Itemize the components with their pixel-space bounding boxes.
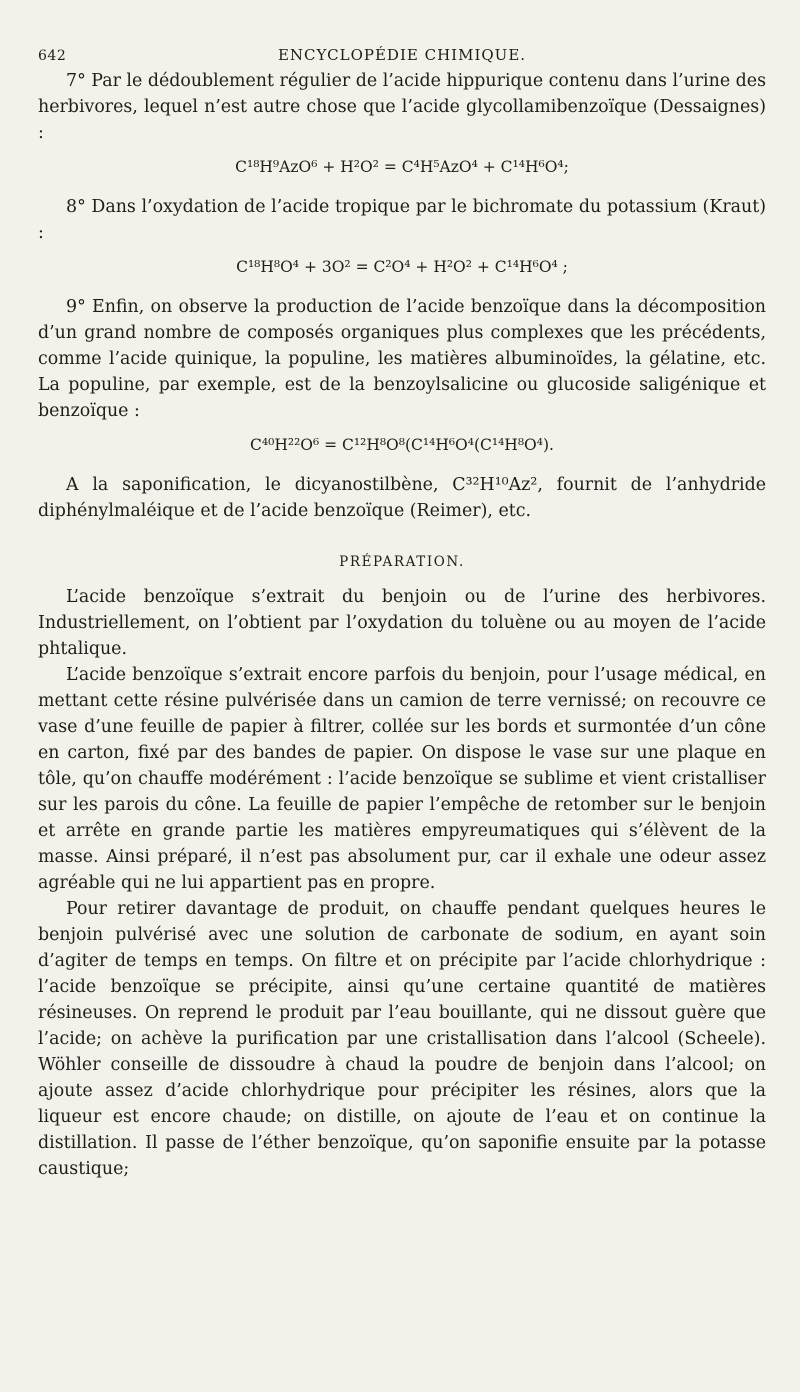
page-number: 642 xyxy=(38,48,67,64)
paragraph-saponification: A la saponification, le dicyanostilbène, C³²H¹⁰Az², fournit de l’anhydride diphénylmaléique et de l’acide benzoïque (Reimer), etc. xyxy=(38,475,766,521)
page-header xyxy=(38,38,766,68)
paragraph-7: 7° Par le dédoublement régulier de l’acide hippurique contenu dans l’urine des herbivores, lequel n’est autre chose que l’acide glycollamibenzoïque (Dessaignes) : xyxy=(38,71,766,143)
running-title: ENCYCLOPÉDIE CHIMIQUE. xyxy=(277,46,527,64)
formula-populine: C⁴⁰H²²O⁶ = C¹²H⁸O⁸(C¹⁴H⁶O⁴(C¹⁴H⁸O⁴). xyxy=(250,436,554,454)
preparation-paragraph-1: L’acide benzoïque s’extrait du benjoin ou de l’urine des herbivores. Industriellement, on l’obtient par l’oxydation du toluène ou au moyen de l’acide phtalique. xyxy=(38,587,766,659)
formula-tropic: C¹⁸H⁸O⁴ + 3O² = C²O⁴ + H²O² + C¹⁴H⁶O⁴ ; xyxy=(236,258,568,276)
paragraph-9: 9° Enfin, on observe la production de l’acide benzoïque dans la décomposition d’un grand nombre de composés organiques plus complexes que les précédents, comme l’acide quinique, la populine, les matières albuminoïdes, la gélatine, etc. La populine, par exemple, est de la benzoylsalicine ou glucoside saligénique et benzoïque : xyxy=(38,297,766,421)
preparation-paragraph-3: Pour retirer davantage de produit, on chauffe pendant quelques heures le benjoin pulvérisé avec une solution de carbonate de sodium, en ayant soin d’agiter de temps en temps. On filtre et on précipite par l’acide chlorhydrique : l’acide benzoïque se précipite, ainsi qu’une certaine quantité de matières résineuses. On reprend le produit par l’eau bouillante, qui ne dissout guère que l’acide; on achève la purification par une cristallisation dans l’alcool (Scheele). Wöhler conseille de dissoudre à chaud la poudre de benjoin dans l’alcool; on ajoute assez d’acide chlorhydrique pour précipiter les résines, alors que la liqueur est encore chaude; on distille, on ajoute de l’eau et on continue la distillation. Il passe de l’éther benzoïque, qu’on saponifie ensuite par la potasse caustique; xyxy=(38,899,766,1179)
preparation-paragraph-2: L’acide benzoïque s’extrait encore parfois du benjoin, pour l’usage médical, en mettant cette résine pulvérisée dans un camion de terre vernissé; on recouvre ce vase d’une feuille de papier à filtrer, collée sur les bords et surmontée d’un cône en carton, fixé par des bandes de papier. On dispose le vase sur une plaque en tôle, qu’on chauffe modérément : l’acide benzoïque se sublime et vient cristalliser sur les parois du cône. La feuille de papier l’empêche de retomber sur le benjoin et arrête en grande partie les matières empyreumatiques qui s’élèvent de la masse. Ainsi préparé, il n’est pas absolument pur, car il exhale une odeur assez agréable qui ne lui appartient pas en propre. xyxy=(38,665,766,893)
paragraph-8: 8° Dans l’oxydation de l’acide tropique par le bichromate du potassium (Kraut) : xyxy=(38,197,766,243)
formula-hippuric: C¹⁸H⁹AzO⁶ + H²O² = C⁴H⁵AzO⁴ + C¹⁴H⁶O⁴; xyxy=(235,158,569,176)
section-title-preparation: PRÉPARATION. xyxy=(339,554,465,570)
